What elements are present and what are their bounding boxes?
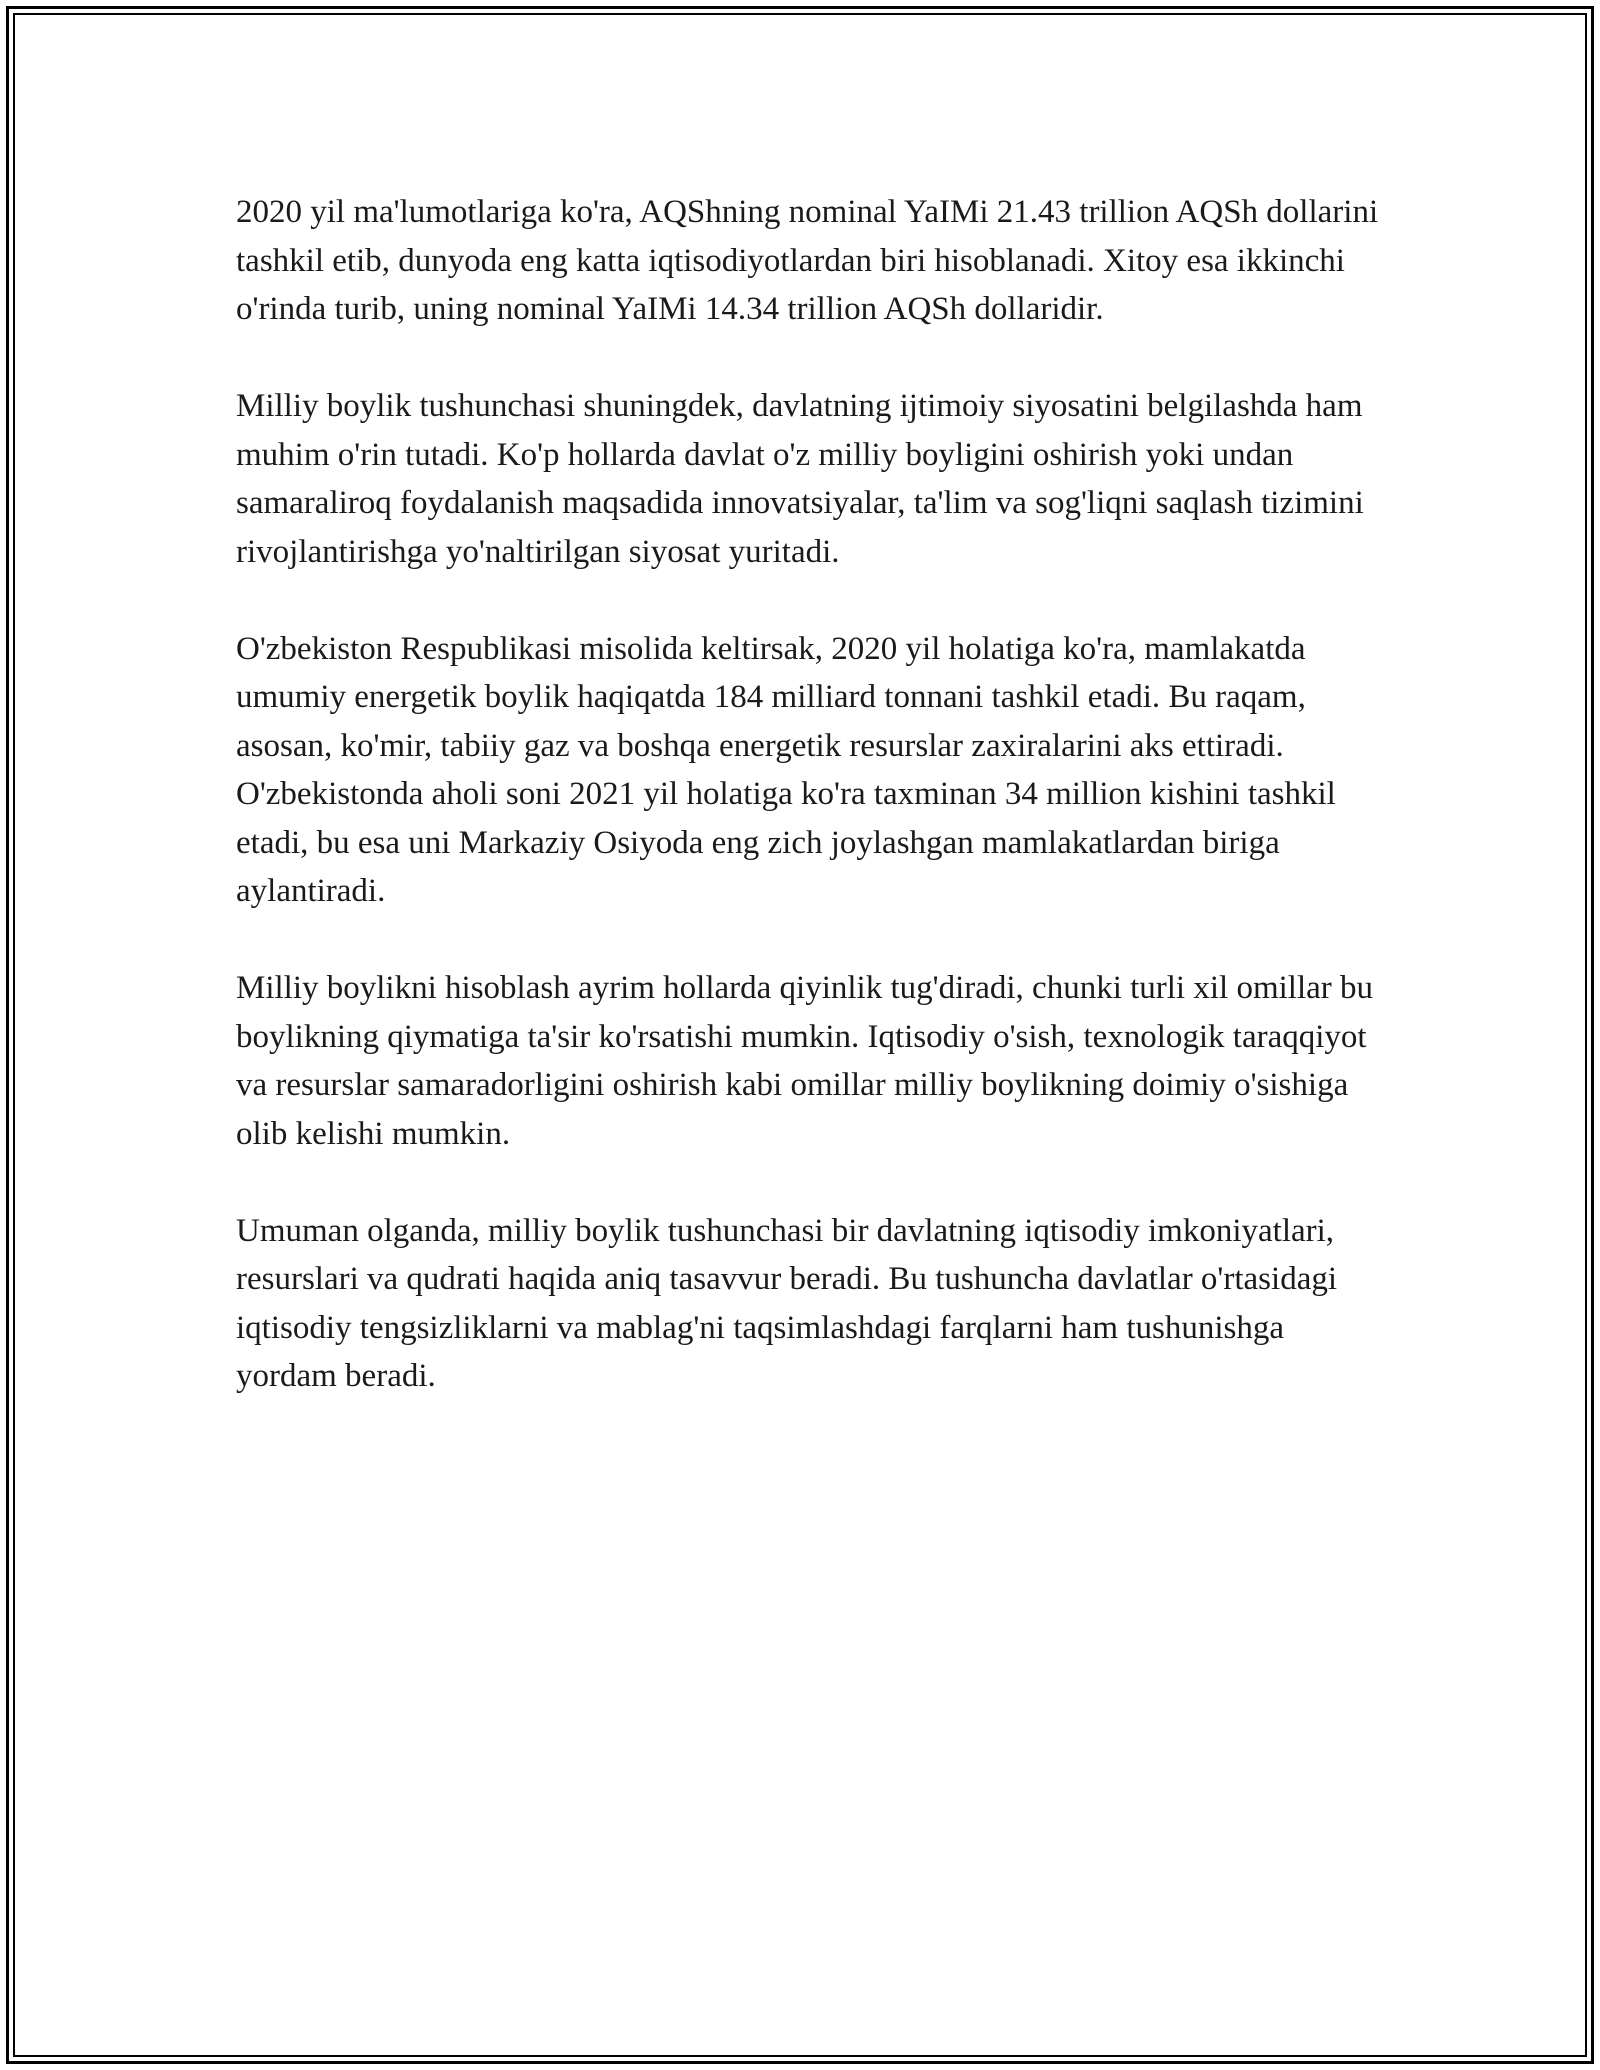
paragraph-calculation: Milliy boylikni hisoblash ayrim hollarda qiyinlik tug'diradi, chunki turli xil omillar bu boylikning qiymatiga ta'sir ko'rsatishi mumkin. Iqtisodiy o'sish, texnologik taraqqiyot va resurslar samaradorligini oshirish kabi omillar milliy boylikning doimiy o'sishiga olib kelishi mumkin. — [236, 970, 1374, 1152]
paragraph-social-policy: Milliy boylik tushunchasi shuningdek, davlatning ijtimoiy siyosatini belgilashda ham muhim o'rin tutadi. Ko'p hollarda davlat o'z milliy boyligini oshirish yoki undan samaraliroq foydalanish maqsadida innovatsiyalar, ta'lim va sog'liqni saqlash tizimini rivojlantirishga yo'naltirilgan siyosat yuritadi. — [236, 388, 1364, 570]
paragraph-gdp: 2020 yil ma'lumotlariga ko'ra, AQShning nominal YaIMi 21.43 trillion AQSh dollarini tashkil etib, dunyoda eng katta iqtisodiyotlardan biri hisoblanadi. Xitoy esa ikkinchi o'rinda turib, uning nominal YaIMi 14.34 trillion AQSh dollaridir. — [236, 194, 1379, 327]
paragraph-uzbekistan: O'zbekiston Respublikasi misolida keltirsak, 2020 yil holatiga ko'ra, mamlakatda umumiy energetik boylik haqiqatda 184 milliard tonnani tashkil etadi. Bu raqam, asosan, ko'mir, tabiiy gaz va boshqa energetik resurslar zaxiralarini aks ettiradi. O'zbekistonda aholi soni 2021 yil holatiga ko'ra taxminan 34 million kishini tashkil etadi, bu esa uni Markaziy Osiyoda eng zich joylashgan mamlakatlardan biriga aylantiradi. — [236, 630, 1336, 909]
paragraph-conclusion: Umuman olganda, milliy boylik tushunchasi bir davlatning iqtisodiy imkoniyatlari, resurslari va qudrati haqida aniq tasavvur beradi. Bu tushuncha davlatlar o'rtasidagi iqtisodiy tengsizliklarni va mablag'ni taqsimlashdagi farqlarni ham tushunishga yordam beradi. — [236, 1212, 1338, 1394]
document-body — [236, 188, 1386, 1449]
